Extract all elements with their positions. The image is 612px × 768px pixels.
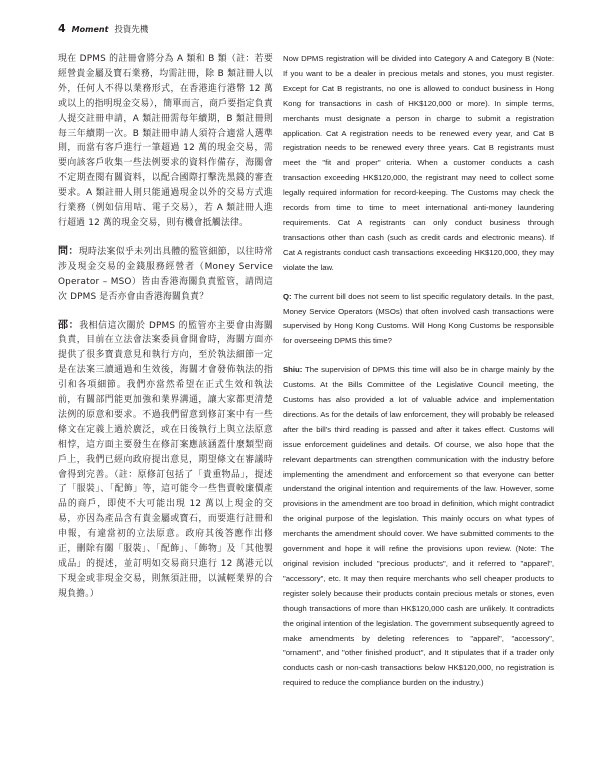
answer-text-en: The supervision of DPMS this time will also be in charge mainly by the Customs. At the Bills Committee of the Legislative Council meeting, the Customs has also provided a lot of valuable advice and implementation directions. As for the details of law enforcement, they will probably be released after the bill's third reading is passed and after it takes effect. Customs will issue enforcement guidelines and details. Of course, we also hope that the relevant departments can strengthen communication with the industry before implementing the amendment and enforcement so that everyone can better understand the original intention and requirements of the law. However, some provisions in the amendment are too broad in definition, which might contradict the original purpose of the legislation. This mainly occurs on what types of merchants the amendment should cover. We have submitted comments to the government and hope it will refine the provisions upon review. (Note: The original revision included "precious products", and it referred to "apparel", "accessory", etc. It may then require merchants who sell cheaper products to register solely because their products contain precious metals or stones, even though transactions of more than HK$120,000 cash are unlikely. It contradicts the original intention of the legislation. The government subsequently agreed to make amendments by deleting references to "apparel", "accessory", "ornament", and "other finished product", and It stipulates that if a trader only conducts cash or non-cash transactions below HK$120,000, no registration is required to reduce the compliance burden on the industry.)	[283, 365, 554, 688]
answer-cn	[58, 319, 273, 602]
english-column	[283, 52, 554, 748]
answer-speaker-en: Shiu:	[283, 365, 303, 375]
answer-en	[283, 363, 554, 691]
question-text-cn: 現時法案似乎未列出具體的監管細節，以往時常涉及現金交易的金錢服務經營者（Money Service Operator – MSO）皆由香港海關負責監管，請問這次 DPMS 是否亦會由香港海關負責？	[58, 246, 273, 302]
page-header	[58, 22, 148, 35]
chinese-column	[58, 52, 273, 748]
answer-text-cn: 我相信這次關於 DPMS 的監管亦主要會由海關負責，目前在立法會法案委員會開會時，海關方面亦提供了很多寶貴意見和執行方向，至於執法細節一定是在法案三讀通過和生效後，海關才會發佈執法的指引和各項細節。我們亦當然希望在正式生效和執法前，有關部門能更加強和業界溝通，讓大家都更清楚法例的原意和要求。不過我們留意到修訂案中有一些條文在定義上過於廣泛，或在日後執行上與立法原意相悖，這方面主要發生在修訂案應該涵蓋什麼類型商戶上，我們已經向政府提出意見，期望條文在審議時會得到完善。（註：原修訂包括了「貴重物品」，提述了「服裝」、「配飾」等，這可能令一些售賣較廉價產品的商戶，即使不大可能出現 12 萬以上現金的交易，亦因為產品含有貴金屬或寶石，而要進行註冊和申報，有違當初的立法原意。政府其後答應作出修正，刪除有關「服裝」、「配飾」、「飾物」及「其他製成品」的提述，並訂明如交易商只進行 12 萬港元以下現金或非現金交易，則無須註冊，以減輕業界的合規負擔。）	[58, 320, 273, 599]
intro-paragraph-cn: 現在 DPMS 的註冊會將分為 A 類和 B 類（註：若要經營貴金屬及寶石業務，均需註冊，除 B 類註冊人以外，任何人不得以業務形式，在香港進行港幣 12 萬或以上的指明現金交易），簡單而言，商戶要指定負責人提交註冊申請，A 類註冊需每年續期，B 類註冊則每三年續期一次。B 類註冊申請人須符合適當人選準則，而當有客戶進行一筆超過 12 萬的現金交易，需要向該客戶收集一些法例要求的資料作備存，海關會不定期查閱有關資料，以配合國際打擊洗黑錢的審查要求。A 類註冊人則只能通過現金以外的交易方式進行業務（例如信用咭、電子交易），若 A 類註冊人進行超過 12 萬的現金交易，則有機會抵觸法律。	[58, 54, 273, 228]
page-number: 4	[58, 22, 66, 35]
publication-name: Moment	[71, 25, 109, 34]
question-speaker-cn: 問：	[58, 245, 79, 257]
question-en	[283, 290, 554, 350]
intro-paragraph-en: Now DPMS registration will be divided into Category A and Category B (Note: If you want to be a dealer in precious metals and stones, you must register. Except for Cat B registrants, no one is allowed to conduct business in Hong Kong for transactions in cash of HK$120,000 or more). In simple terms, merchants must designate a person in charge to submit a registration application. Cat A registration needs to be renewed every year, and Cat B registration needs to be renewed every three years. Cat B registrants must meet the "fit and proper" criteria. When a customer conducts a cash transaction exceeding HK$120,000, the registrant may need to collect some legally required information for record-keeping. The Customs may check the records from time to time to meet international anti-money laundering requirements. Cat A registrants can only conduct business through transactions other than cash (such as credit cards and electronic means). If Cat A registrants conduct cash transactions exceeding HK$120,000, they may violate the law.	[283, 54, 554, 272]
question-speaker-en: Q:	[283, 291, 292, 301]
answer-speaker-cn: 邵：	[58, 319, 80, 331]
question-cn	[58, 245, 273, 305]
question-text-en: The current bill does not seem to list specific regulatory details. In the past, Money Service Operators (MSOs) that often involved cash transactions were supervised by Hong Kong Customs. Will Hong Kong Customs be responsible for overseeing DPMS this time?	[283, 291, 554, 346]
publication-name-cn: 投資先機	[114, 25, 149, 35]
